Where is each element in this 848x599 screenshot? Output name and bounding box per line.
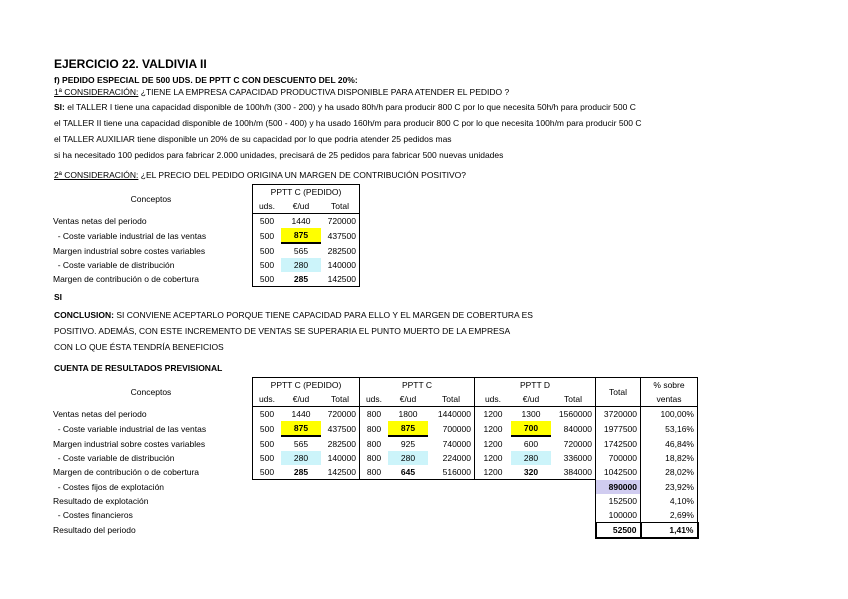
total-cell: 1742500 xyxy=(596,436,641,451)
total-cell: 1042500 xyxy=(596,465,641,480)
group-header: PPTT C (PEDIDO) xyxy=(253,378,360,393)
total-cell: 890000 xyxy=(596,480,641,495)
table-row xyxy=(50,508,698,523)
highlighted-cell: 875 xyxy=(388,421,428,436)
col-header: Total xyxy=(551,392,596,407)
row-label: - Coste variable de distribución xyxy=(53,453,175,463)
cell: 285 xyxy=(281,272,321,287)
group-header: PPTT D xyxy=(475,378,596,393)
group-header: PPTT C (PEDIDO) xyxy=(253,185,360,200)
pct-header: ventas xyxy=(641,392,698,407)
row-label: - Costes financieros xyxy=(53,510,133,521)
table-row xyxy=(50,421,698,436)
conclusion-label: CONCLUSION: xyxy=(54,310,114,320)
cell: 740000 xyxy=(428,436,475,451)
total-cell: 52500 xyxy=(596,523,641,539)
highlighted-cell: 875 xyxy=(281,228,321,243)
cell: 800 xyxy=(360,465,389,480)
table-row xyxy=(50,258,360,272)
conclusion-text: SI CONVIENE ACEPTARLO PORQUE TIENE CAPACIDAD PARA ELLO Y EL MARGEN DE COBERTURA ES xyxy=(113,310,533,320)
cell: 500 xyxy=(253,272,282,287)
cell: 1440 xyxy=(291,216,311,226)
cell: 437500 xyxy=(321,421,360,436)
table-row xyxy=(50,436,698,451)
total-header: Total xyxy=(596,378,641,407)
table-row xyxy=(50,465,698,480)
col-header: Total xyxy=(321,392,360,407)
pct-cell: 2,69% xyxy=(641,508,698,523)
pct-cell: 4,10% xyxy=(641,494,698,508)
row-label: Ventas netas del periodo xyxy=(53,215,147,226)
cell: 600 xyxy=(523,439,539,449)
pct-cell: 100,00% xyxy=(641,407,698,422)
table-row xyxy=(50,451,698,465)
pedido-table xyxy=(50,184,360,287)
consideracion1-label: 1ª CONSIDERACIÓN: xyxy=(54,87,139,97)
cell: 500 xyxy=(253,436,282,451)
cell: 1200 xyxy=(475,451,512,465)
highlighted-cell: 700 xyxy=(511,421,551,436)
consideracion2-text: ¿EL PRECIO DEL PEDIDO ORIGINA UN MARGEN DE CONTRIBUCIÓN POSITIVO? xyxy=(140,170,467,180)
cell: 500 xyxy=(253,451,282,465)
cell: 700000 xyxy=(428,421,475,436)
cell: 1560000 xyxy=(551,407,596,422)
cell: 320 xyxy=(511,465,551,480)
table-row xyxy=(50,272,360,287)
pct-cell: 46,84% xyxy=(641,436,698,451)
answer-si: SI xyxy=(54,292,63,302)
conceptos-header: Conceptos xyxy=(130,387,172,397)
cell: 720000 xyxy=(321,407,360,422)
total-cell: 700000 xyxy=(596,451,641,465)
cell: 800 xyxy=(360,436,389,451)
pct-cell: 28,02% xyxy=(641,465,698,480)
consideracion1-heading xyxy=(54,87,509,98)
pct-cell: 53,16% xyxy=(641,421,698,436)
conclusion-line: CON LO QUE ÉSTA TENDRÍA BENEFICIOS xyxy=(54,342,224,352)
cell: 516000 xyxy=(428,465,475,480)
highlighted-cell: 280 xyxy=(281,258,321,272)
col-header: Total xyxy=(321,199,360,214)
cell: 285 xyxy=(281,465,321,480)
highlighted-cell: 875 xyxy=(281,421,321,436)
cell: 336000 xyxy=(551,451,596,465)
cell: 282500 xyxy=(321,436,360,451)
cell: 925 xyxy=(400,439,416,449)
line-text: el TALLER I tiene una capacidad disponible de 100h/h (300 - 200) y ha usado 80h/h para producir 800 C por lo que necesita 50h/h para producir 500 C xyxy=(64,102,636,112)
row-label: Margen de contribución o de cobertura xyxy=(53,467,200,478)
col-header: uds. xyxy=(360,392,389,407)
total-cell: 152500 xyxy=(596,494,641,508)
cell: 800 xyxy=(360,451,389,465)
cell: 720000 xyxy=(321,214,360,229)
cell: 645 xyxy=(388,465,428,480)
cell: 224000 xyxy=(428,451,475,465)
row-label: Margen de contribución o de cobertura xyxy=(53,274,200,285)
group-header: PPTT C xyxy=(360,378,475,393)
table-row xyxy=(50,214,360,229)
consideracion2-heading xyxy=(54,170,466,181)
cell: 500 xyxy=(253,243,282,258)
total-cell: 100000 xyxy=(596,508,641,523)
cell: 1200 xyxy=(475,421,512,436)
col-header: uds. xyxy=(253,392,282,407)
highlighted-cell: 280 xyxy=(281,451,321,465)
col-header: €/ud xyxy=(281,392,321,407)
cuenta-heading: CUENTA DE RESULTADOS PREVISIONAL xyxy=(54,363,223,373)
table-row xyxy=(50,523,698,539)
section-subtitle: f) PEDIDO ESPECIAL DE 500 UDS. DE PPTT C CON DESCUENTO DEL 20%: xyxy=(54,75,358,85)
cell: 1200 xyxy=(475,436,512,451)
cell: 840000 xyxy=(551,421,596,436)
row-label: - Coste variable industrial de las ventas xyxy=(53,230,207,241)
consideracion1-line: el TALLER AUXILIAR tiene disponible un 20% de su capacidad por lo que podria atender 25 pedidos mas xyxy=(54,134,452,144)
cuenta-table xyxy=(50,377,699,539)
row-label: Margen industrial sobre costes variables xyxy=(53,438,206,449)
conclusion-line: POSITIVO. ADEMÁS, CON ESTE INCREMENTO DE VENTAS SE SUPERARIA EL PUNTO MUERTO DE LA EMPRESA xyxy=(54,326,511,336)
col-header: uds. xyxy=(475,392,512,407)
highlighted-cell: 280 xyxy=(388,451,428,465)
conclusion-line xyxy=(54,310,533,321)
row-label: - Coste variable de distribución xyxy=(53,260,175,270)
cell: 565 xyxy=(293,246,309,256)
cell: 500 xyxy=(253,465,282,480)
pct-header: % sobre xyxy=(641,378,698,393)
cell: 142500 xyxy=(321,272,360,287)
col-header: €/ud xyxy=(511,392,551,407)
answer-si: SI: xyxy=(54,102,65,112)
col-header: Total xyxy=(428,392,475,407)
cell: 500 xyxy=(253,258,282,272)
cell: 140000 xyxy=(321,258,360,272)
cell: 1200 xyxy=(475,407,512,422)
cell: 1300 xyxy=(521,409,541,419)
row-label: Margen industrial sobre costes variables xyxy=(53,245,206,256)
highlighted-cell: 280 xyxy=(511,451,551,465)
total-cell: 3720000 xyxy=(596,407,641,422)
table-row xyxy=(50,243,360,258)
cell: 384000 xyxy=(551,465,596,480)
page-title: EJERCICIO 22. VALDIVIA II xyxy=(54,57,207,71)
consideracion1-text: ¿TIENE LA EMPRESA CAPACIDAD PRODUCTIVA DISPONIBLE PARA ATENDER EL PEDIDO ? xyxy=(140,87,510,97)
consideracion2-label: 2ª CONSIDERACIÓN: xyxy=(54,170,139,180)
cell: 1200 xyxy=(475,465,512,480)
row-label: - Coste variable industrial de las ventas xyxy=(53,423,207,434)
cell: 437500 xyxy=(321,228,360,243)
cell: 720000 xyxy=(551,436,596,451)
row-label: Resultado del periodo xyxy=(53,525,136,536)
cell: 565 xyxy=(293,439,309,449)
row-label: Resultado de explotación xyxy=(53,496,149,506)
conceptos-header: Conceptos xyxy=(130,194,172,204)
cell: 1440 xyxy=(291,409,311,419)
consideracion1-line: si ha necesitado 100 pedidos para fabricar 2.000 unidades, precisará de 25 pedidos para fabricar 500 nuevas unidades xyxy=(54,150,504,160)
col-header: uds. xyxy=(253,199,282,214)
cell: 500 xyxy=(253,421,282,436)
consideracion1-line xyxy=(54,102,636,113)
table-row xyxy=(50,407,698,422)
table-row xyxy=(50,228,360,243)
cell: 142500 xyxy=(321,465,360,480)
cell: 1440000 xyxy=(428,407,475,422)
total-cell: 1977500 xyxy=(596,421,641,436)
cell: 140000 xyxy=(321,451,360,465)
cell: 1800 xyxy=(398,409,418,419)
consideracion1-line: el TALLER II tiene una capacidad disponible de 100h/m (500 - 400) y ha usado 160h/m para producir 800 C por lo que necesita 100h/m para producir 500 C xyxy=(54,118,642,128)
row-label: - Costes fijos de explotación xyxy=(53,481,165,492)
cell: 500 xyxy=(253,214,282,229)
table-row xyxy=(50,494,698,508)
pct-cell: 18,82% xyxy=(641,451,698,465)
cell: 500 xyxy=(253,407,282,422)
cell: 800 xyxy=(360,421,389,436)
cell: 500 xyxy=(253,228,282,243)
col-header: €/ud xyxy=(281,199,321,214)
pct-cell: 1,41% xyxy=(641,523,698,539)
row-label: Ventas netas del periodo xyxy=(53,408,147,419)
cell: 282500 xyxy=(321,243,360,258)
cell: 800 xyxy=(360,407,389,422)
pct-cell: 23,92% xyxy=(641,480,698,495)
table-row xyxy=(50,480,698,495)
col-header: €/ud xyxy=(388,392,428,407)
